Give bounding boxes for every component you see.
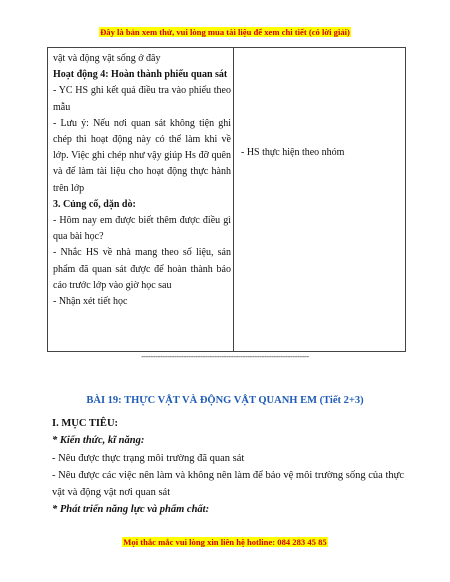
lesson-title: BÀI 19: THỰC VẬT VÀ ĐỘNG VẬT QUANH EM (Tiết 2+3) <box>86 395 364 406</box>
knowledge-item: - Nêu được thực trạng môi trường đã quan sát <box>52 452 245 464</box>
table-line: vật và động vật sống ở đây <box>53 53 161 64</box>
knowledge-heading: * Kiến thức, kĩ năng: <box>52 435 145 447</box>
activity-table <box>47 47 406 352</box>
objectives-heading: I. MỤC TIÊU: <box>52 418 119 429</box>
wrap-up-heading: 3. Củng cố, dặn dò: <box>53 198 136 210</box>
hotline-banner <box>0 537 450 547</box>
preview-notice-banner <box>0 27 450 37</box>
student-activity-text: - HS thực hiện theo nhóm <box>241 147 345 158</box>
table-line: - Hôm nay em được biết thêm được điều gì qua bài học? <box>53 215 231 243</box>
table-line: - YC HS ghi kết quả điều tra vào phiếu theo mẫu <box>53 85 231 113</box>
hotline-text: Mọi thắc mắc vui lòng xin liên hệ hotline: 084 283 45 85 <box>123 537 327 547</box>
knowledge-item: - Nêu được các việc nên làm và không nên làm để bảo vệ môi trường sống của thực vật và động vật nơi quan sát <box>52 469 404 499</box>
table-line: - Nhận xét tiết học <box>53 296 128 308</box>
table-line: - Nhắc HS về nhà mang theo số liệu, sản phẩm đã quan sát được để hoàn thành báo cáo trước lớp vào giờ học sau <box>53 247 231 291</box>
table-line: - Lưu ý: Nếu nơi quan sát không tiện ghi chép thì hoạt động này có thể làm khi về lớp. Việc ghi chép như vậy giúp Hs đỡ quên và để làm tài liệu cho hoạt động thực hành trên lớp <box>53 117 231 194</box>
competence-heading: * Phát triển năng lực và phẩm chất: <box>52 504 210 516</box>
table-column-divider <box>233 48 234 351</box>
teacher-activity-cell <box>53 51 231 310</box>
activity-4-heading: Hoạt động 4: Hoàn thành phiếu quan sát <box>53 69 228 81</box>
section-separator: ----------------------------------------------------------------------- <box>141 352 309 361</box>
preview-notice-text: Đây là bản xem thử, vui lòng mua tài liệu để xem chi tiết (có lời giải) <box>100 27 350 37</box>
student-activity-cell <box>241 145 401 161</box>
lesson-body <box>52 415 404 519</box>
